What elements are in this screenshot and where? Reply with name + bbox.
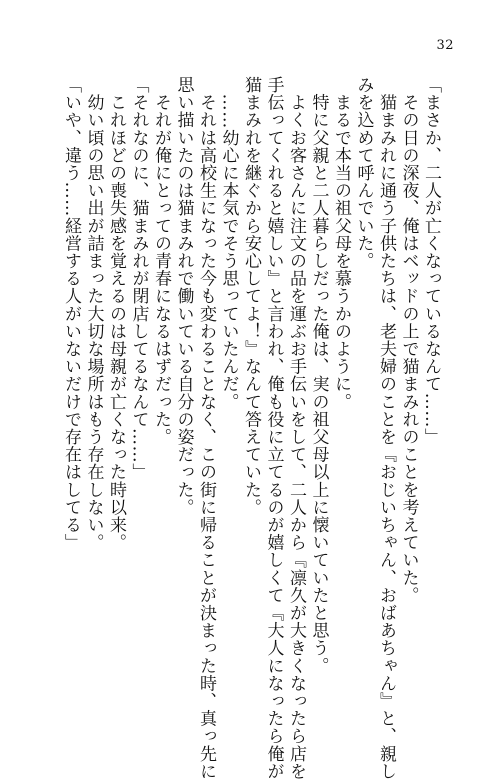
vertical-text-body [60,76,443,780]
text-line: 手伝ってくれると嬉しい』と言われ、俺も役に立てるのが嬉しくて『大人になったら俺が [263,76,284,780]
text-line: 「いや、違う……経営する人がいないだけで存在はしてる」 [61,76,81,552]
text-line: それは高校生になった今も変わることなく、この街に帰ることが決まった時、真っ先に [196,76,216,780]
text-line: まるで本当の祖父母を慕うかのように。 [331,76,351,411]
text-line: ……幼心に本気でそう思っていたんだ。 [218,76,239,411]
text-line: これほどの喪失感を覚えるのは母親が亡くなった時以来。 [106,76,126,552]
text-line: 思い描いたのは猫まみれで働いている自分の姿だった。 [173,76,194,516]
text-line: みを込めて呼んでいた。 [353,76,374,270]
text-line: 猫まみれを継ぐから安心してよ！』なんて答えていた。 [241,76,261,516]
text-line: 幼い頃の思い出が詰まった大切な場所はもう存在しない。 [83,76,104,552]
text-line: 特に父親と二人暮らしだった俺は、実の祖父母以上に懐いていたと思う。 [308,76,329,675]
text-line: 猫まみれに通う子供たちは、老夫婦のことを『おじいちゃん、おばあちゃん』と、親し [376,76,396,780]
text-line: それが俺にとっての青春になるはずだった。 [151,76,171,446]
text-line: よくお客さんに注文の品を運ぶお手伝いをして、二人から『凛久が大きくなったら店を [286,76,306,780]
text-line: 「それなのに、猫まみれが閉店してるなんて……」 [128,76,149,481]
text-line: 「まさか、二人が亡くなっているなんて……」 [421,76,441,446]
text-line: その日の深夜、俺はベッドの上で猫まみれのことを考えていた。 [398,76,419,604]
page-number: 32 [436,38,454,53]
